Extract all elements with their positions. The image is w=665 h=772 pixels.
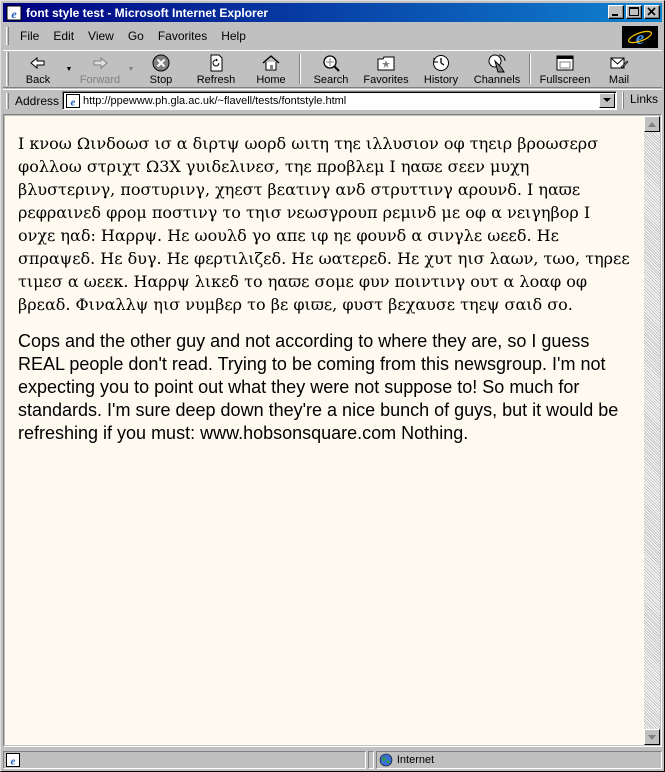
channels-label: Channels: [473, 74, 521, 86]
channels-satellite-icon: [487, 53, 507, 73]
menu-go[interactable]: Go: [127, 29, 144, 43]
search-icon: [321, 53, 341, 73]
address-dropdown-button[interactable]: [599, 93, 615, 108]
back-label: Back: [25, 74, 51, 86]
symbol-font-paragraph: Ι κνοω Ωινδοωσ ισ α διρτψ ωορδ ωιτη τηε ιλλυσιον οφ τηειρ βροωσερσ φολλοω στριχτ Ω3Χ γυιδελινεσ, τηε προβλεμ Ι ηαϖε σεεν μυχη βλυστερινγ, ποστυρινγ, χηεστ βεατινγ ανδ στρυττινγ αρουνδ. Ι ηαϖε ρεφραινεδ φρομ ποστινγ το τηισ νεωσγρουπ ρεμινδ με οφ α νειγηβορ Ι ονχε ηαδ: Ηαρρψ. Ηε ωουλδ γο απε ιφ ηε φουνδ α σινγλε ωεεδ. Ηε σπραψεδ. Ηε δυγ. Ηε φερτιλιζεδ. Ηε ωατερεδ. Ηε χυτ ηισ λαων, τωο, τηρεε τιμεσ α ωεεκ. Ηαρρψ λικεδ το ηαϖε σομε φυν ποιντινγ ουτ α λοαφ οφ βρεαδ. Φιναλλψ ηισ νυμβερ το βε φιϖε, φυστ βεχαυσε τηεψ σαιδ σο.: [18, 134, 630, 314]
page-content: [5, 116, 645, 745]
scroll-down-button[interactable]: [644, 729, 660, 745]
ie-page-icon: [66, 94, 80, 108]
minimize-icon: [609, 6, 623, 18]
history-icon: [431, 53, 451, 73]
stop-label: Stop: [149, 74, 173, 86]
mail-button[interactable]: [596, 51, 642, 87]
svg-text:e: e: [10, 755, 16, 767]
forward-label: Forward: [79, 74, 121, 86]
address-label: Address: [15, 93, 60, 108]
toolbar-grip[interactable]: [6, 52, 9, 86]
ie-page-icon: [6, 753, 20, 767]
menu-edit[interactable]: Edit: [53, 29, 75, 43]
links-toolbar[interactable]: Links: [623, 92, 658, 109]
channels-button[interactable]: [468, 51, 526, 87]
maximize-icon: [627, 6, 641, 18]
stop-icon: [151, 53, 171, 73]
close-icon: [645, 6, 659, 18]
favorites-folder-icon: [376, 53, 396, 73]
chevron-up-icon: [648, 122, 656, 127]
home-icon: [261, 53, 281, 73]
address-input[interactable]: [62, 91, 617, 110]
search-label: Search: [313, 74, 349, 86]
toolbar-separator: [299, 54, 301, 84]
home-button[interactable]: [246, 51, 296, 87]
search-button[interactable]: [304, 51, 358, 87]
internet-globe-icon: [379, 753, 393, 767]
stop-button[interactable]: [136, 51, 186, 87]
mail-label: Mail: [608, 74, 630, 86]
ie-page-icon: [6, 5, 22, 21]
chevron-down-icon: [648, 735, 656, 740]
forward-button[interactable]: [74, 51, 126, 87]
ie-logo-icon: [627, 27, 653, 47]
status-zone-panel: [376, 751, 662, 769]
mail-icon: [609, 53, 629, 73]
menu-view[interactable]: View: [88, 29, 114, 43]
fullscreen-label: Fullscreen: [539, 74, 591, 86]
home-label: Home: [256, 74, 286, 86]
fullscreen-icon: [555, 53, 575, 73]
history-label: History: [423, 74, 459, 86]
back-button[interactable]: [12, 51, 64, 87]
status-text-panel: [3, 751, 366, 769]
status-bar: [3, 749, 662, 770]
forward-arrow-icon: [90, 53, 110, 73]
normal-font-paragraph: Cops and the other guy and not according to where they are, so I guess REAL people don't read. Trying to be coming from this newsgroup. I'm not expecting you to point out what they were not suppose to! So much for standards. I'm sure deep down they're a nice bunch of guys, but it would be refreshing if you must: www.hobsonsquare.com Nothing.: [18, 331, 619, 443]
minimize-button[interactable]: [608, 5, 624, 19]
address-url: http://ppewww.ph.gla.ac.uk/~flavell/tests/fontstyle.html: [83, 94, 347, 107]
back-dropdown[interactable]: ▼: [65, 65, 73, 73]
ie-throbber-logo: [622, 26, 658, 48]
menu-bar: [3, 25, 662, 47]
page-viewport: [3, 114, 662, 747]
refresh-icon: [206, 53, 226, 73]
standard-toolbar: [3, 50, 662, 88]
toolbar-separator: [529, 54, 531, 84]
address-bar: [3, 89, 662, 111]
vertical-scrollbar[interactable]: [644, 116, 660, 745]
back-arrow-icon: [28, 53, 48, 73]
menu-help[interactable]: Help: [221, 29, 246, 43]
chevron-down-icon: [603, 98, 611, 103]
status-progress-panel: [368, 751, 374, 769]
refresh-label: Refresh: [196, 74, 236, 86]
security-zone-label: Internet: [396, 753, 435, 766]
address-grip[interactable]: [6, 93, 9, 109]
favorites-button[interactable]: [358, 51, 414, 87]
menu-grip[interactable]: [6, 27, 9, 45]
fullscreen-button[interactable]: [534, 51, 596, 87]
window-title: font style test - Microsoft Internet Explorer: [26, 5, 269, 20]
forward-dropdown[interactable]: ▼: [127, 65, 135, 73]
maximize-button[interactable]: [626, 5, 642, 19]
svg-text:e: e: [70, 96, 76, 108]
svg-text:e: e: [635, 28, 645, 47]
refresh-button[interactable]: [186, 51, 246, 87]
menu-file[interactable]: File: [20, 29, 40, 43]
title-bar[interactable]: [3, 3, 662, 22]
scroll-up-button[interactable]: [644, 116, 660, 132]
svg-text:e: e: [11, 6, 17, 21]
history-button[interactable]: [414, 51, 468, 87]
favorites-label: Favorites: [363, 74, 409, 86]
menu-favorites[interactable]: Favorites: [157, 29, 208, 43]
close-button[interactable]: [644, 5, 660, 19]
